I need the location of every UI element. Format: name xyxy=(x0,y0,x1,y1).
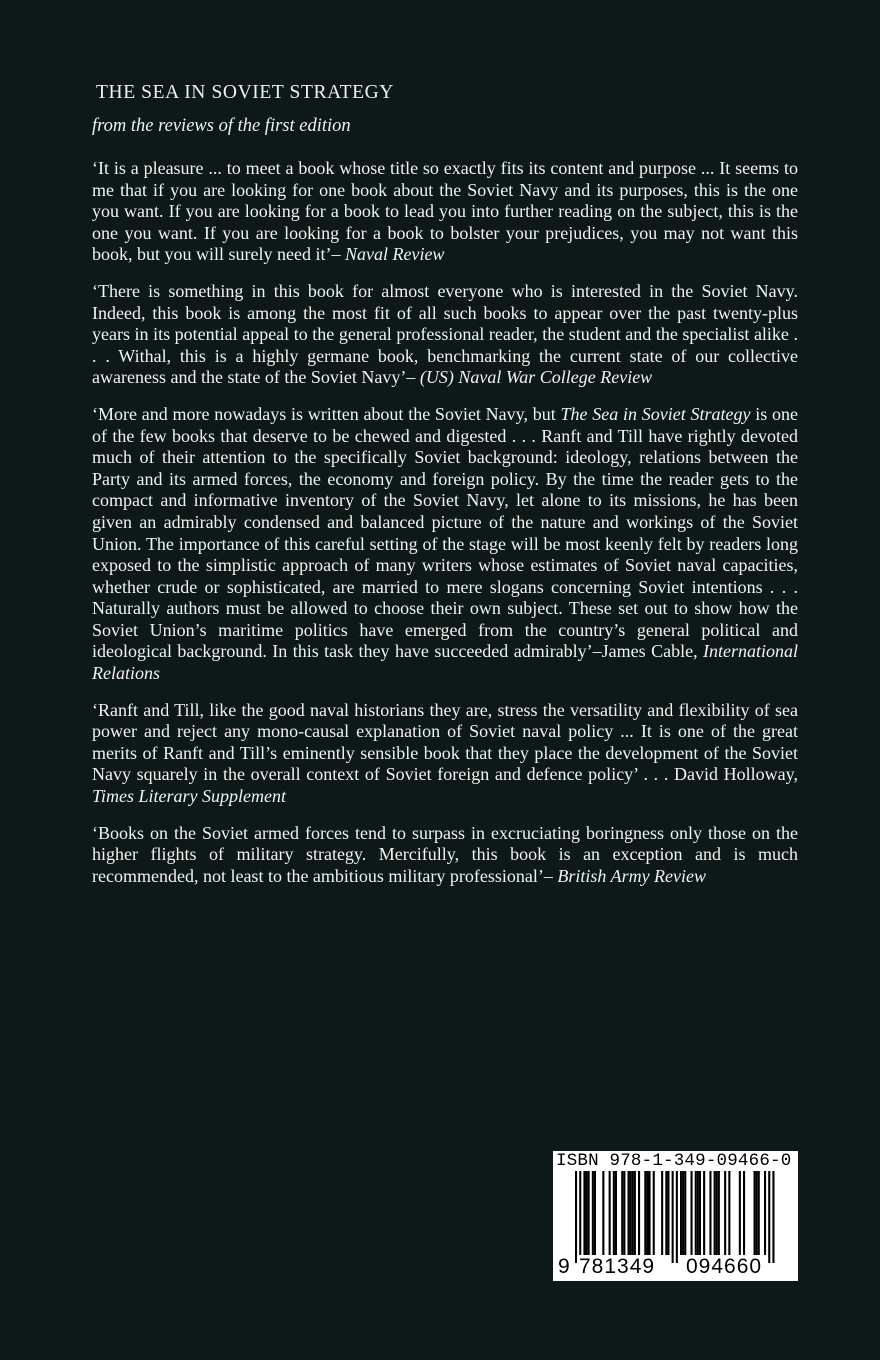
isbn-label: ISBN 978-1-349-09466-0 xyxy=(556,1151,792,1171)
barcode-bar xyxy=(623,1171,625,1255)
barcode-bar xyxy=(586,1171,588,1255)
barcode-bar xyxy=(716,1171,718,1255)
barcode-guard-bar xyxy=(676,1171,678,1263)
barcode-bar xyxy=(680,1171,682,1255)
barcode-bar xyxy=(644,1171,646,1255)
book-title: THE SEA IN SOVIET STRATEGY xyxy=(96,82,394,103)
reviews-list xyxy=(92,158,798,902)
barcode-bar xyxy=(699,1171,701,1255)
barcode-guard-bar xyxy=(579,1171,581,1263)
barcode-bar xyxy=(703,1171,705,1255)
review-source: International Relations xyxy=(92,641,798,684)
barcode-bar xyxy=(691,1171,693,1255)
review-text: is one of the few books that deserve to be chewed and digested . . . Ranft and Till have rightly devoted much of their attention to the specifically Soviet background: ideology, relations between the Party and its armed forces, the economy and foreign policy. By the time the reader gets to the compact and informative inventory of the Soviet Navy, let alone to its missions, he has been given an admirably condensed and balanced picture of the nature and workings of the Soviet Union. The importance of this careful setting of the stage will be most keenly felt by readers long exposed to the simplistic approach of many writers whose estimates of Soviet naval capacities, whether crude or sophisticated, are married to mere slogans concerning Soviet intentions . . . Naturally authors must be allowed to choose their own subject. These set out to show how the Soviet Union’s maritime politics have emerged from the country’s general political and ideological background. In this task they have succeeded admirably’–James Cable, xyxy=(92,403,798,662)
barcode-bar xyxy=(592,1171,594,1255)
isbn-barcode xyxy=(553,1151,798,1281)
review-quote xyxy=(92,158,798,266)
barcode-bar xyxy=(728,1171,730,1255)
barcode-bar xyxy=(697,1171,699,1255)
ean-left-group: 781349 xyxy=(579,1255,656,1278)
review-text: ‘Books on the Soviet armed forces tend to surpass in excruciating boringness only those on the higher flights of military strategy. Mercifully, this book is an exception and is much recommended, not least to the ambitious military professional’– xyxy=(92,822,798,886)
barcode-bar xyxy=(653,1171,655,1255)
barcode-bar xyxy=(628,1171,630,1255)
barcode-guard-bar xyxy=(768,1171,770,1263)
barcode-bar xyxy=(764,1171,766,1255)
barcode-bar xyxy=(602,1171,604,1255)
barcode-bar xyxy=(646,1171,648,1255)
review-source: (US) Naval War College Review xyxy=(419,367,653,388)
barcode-bar xyxy=(739,1171,741,1255)
barcode-bar xyxy=(615,1171,617,1255)
ean-digits xyxy=(553,1255,798,1281)
barcode-bar xyxy=(695,1171,697,1255)
review-quote xyxy=(92,281,798,389)
barcode-bar xyxy=(709,1171,711,1255)
review-text: ‘It is a pleasure ... to meet a book whose title so exactly fits its content and purpose ... It seems to me that if you are looking for one book about the Soviet Navy and its purposes, this is the one you want. If you are looking for a book to lead you into further reading on the subject, this is the one you want. If you are looking for a book to bolster your prejudices, you may not want this book, but you will surely need it’– xyxy=(92,158,798,265)
barcode-bar xyxy=(718,1171,720,1255)
reviews-heading: from the reviews of the first edition xyxy=(92,116,351,136)
barcode-bar xyxy=(621,1171,623,1255)
barcode-bar xyxy=(632,1171,634,1255)
barcode-bar xyxy=(638,1171,640,1255)
barcode-bars xyxy=(553,1171,798,1263)
ean-first-digit: 9 xyxy=(558,1255,571,1278)
barcode-bar xyxy=(613,1171,615,1255)
barcode-bar xyxy=(665,1171,667,1255)
review-book-title: The Sea in Soviet Strategy xyxy=(560,403,751,424)
barcode-bar xyxy=(682,1171,684,1255)
barcode-guard-bar xyxy=(672,1171,674,1263)
review-source: Times Literary Supplement xyxy=(92,786,286,807)
barcode-bar xyxy=(714,1171,716,1255)
barcode-guard-bar xyxy=(772,1171,774,1263)
barcode-bar xyxy=(609,1171,611,1255)
barcode-bar xyxy=(684,1171,686,1255)
barcode-bar xyxy=(743,1171,745,1255)
barcode-bar xyxy=(758,1171,760,1255)
review-text: ‘There is something in this book for almost everyone who is interested in the Soviet Navy. Indeed, this book is among the most fit of all such books to appear over the past twenty-plus years in its potential appeal to the general professional reader, the student and the specialist alike . . . Withal, this is a highly germane book, benchmarking the current state of our collective awareness and the state of the Soviet Navy’– xyxy=(92,280,798,388)
barcode-bar xyxy=(661,1171,663,1255)
barcode-bar xyxy=(756,1171,758,1255)
barcode-bar xyxy=(724,1171,726,1255)
review-text: ‘Ranft and Till, like the good naval historians they are, stress the versatility and flexibility of sea power and reject any mono-causal explanation of Soviet naval policy ... It is one of the great merits of Ranft and Till’s eminently sensible book that they place the development of the Soviet Navy squarely in the overall context of Soviet foreign and defence policy’ . . . David Holloway, xyxy=(92,699,798,785)
review-quote xyxy=(92,823,798,888)
barcode-bar xyxy=(588,1171,590,1255)
review-source: Naval Review xyxy=(344,244,445,265)
barcode-bar xyxy=(634,1171,636,1255)
barcode-bar xyxy=(754,1171,756,1255)
barcode-bar xyxy=(583,1171,585,1255)
barcode-guard-bar xyxy=(575,1171,577,1263)
review-source: British Army Review xyxy=(557,865,707,886)
barcode-bar xyxy=(667,1171,669,1255)
ean-right-group: 094660 xyxy=(686,1255,763,1278)
barcode-bar xyxy=(630,1171,632,1255)
barcode-bar xyxy=(649,1171,651,1255)
barcode-bar xyxy=(594,1171,596,1255)
review-quote xyxy=(92,700,798,808)
review-text: ‘More and more nowadays is written about the Soviet Navy, but xyxy=(92,403,561,424)
review-quote xyxy=(92,404,798,685)
